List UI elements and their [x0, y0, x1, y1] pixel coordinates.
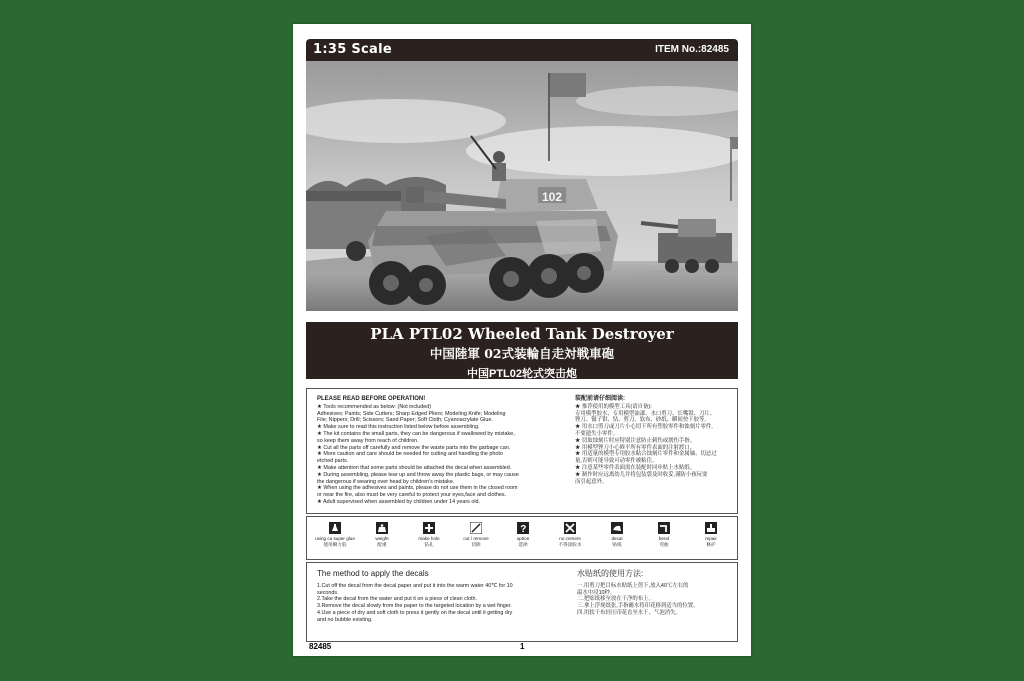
decal-method-english [317, 571, 557, 624]
warning-line: 锉刀、镊子钳、钻、剪刀、软布、砂纸、瞬间快干胶等。 [575, 417, 710, 424]
legend-super-glue: using ca super glue 使用瞬力胶 [313, 522, 357, 547]
warnings-chinese [575, 396, 735, 485]
page-number: 1 [520, 642, 525, 651]
warning-line: ★ 制作时应远离幼儿并将包装袋及时收妥,谨防小孩玩耍 [575, 471, 708, 478]
title-chinese: 中国PTL02轮式突击炮 [466, 368, 577, 380]
box-art-photo [306, 61, 738, 311]
decal-method-chinese [577, 571, 727, 617]
svg-text:?: ? [520, 524, 527, 534]
decal-en-heading: The method to apply the decals [317, 569, 429, 578]
legend-option: ? option 选择 [516, 524, 530, 547]
super-glue-icon [329, 522, 341, 534]
cut-remove-icon [470, 522, 482, 534]
warning-line: or near the fire, also must be very careful to protect your eyes,face and clothes. [317, 492, 507, 499]
warning-line: ★ Make sure to read this instruction listed below before assembling. [317, 424, 480, 431]
warning-line: 专用模型胶水、专用模型油漆、水口剪刀、长嘴钳、刀片、 [575, 410, 716, 417]
warning-line: ★ Cut all the parts off carefully and remove the waste parts into the garbage can. [317, 444, 511, 451]
warning-line: ★ 用水口剪刀或刀片小心切下所有塑胶零件和蚀刻片零件, [575, 424, 713, 431]
decal-step: 三.拿上浮现纸张,手指蘸水将印花移到适当的位置。 [577, 603, 699, 610]
title-banner [306, 322, 738, 379]
warning-line: ★ 切取蚀刻片时应特别注意防止刺伤或割伤手指。 [575, 437, 696, 444]
decal-step: seconds. [317, 589, 339, 596]
instruction-sheet [293, 24, 751, 656]
warning-line: 不要遗失小零件。 [575, 430, 619, 437]
decal-step: 一.用剪刀把目标水贴纸上剪下,放入40℃左右的 [577, 582, 689, 589]
decal-cn-heading: 水贴纸的使用方法: [577, 569, 644, 578]
legend-no-cement: no cement 不得涂胶水 [548, 522, 592, 547]
decal-method-panel [306, 562, 738, 642]
title-japanese: 中国陸軍 02式装輪自走対戦車砲 [429, 346, 615, 361]
legend-make-hole: make hole 钻孔 [407, 522, 451, 547]
warning-line: ★ 用适量的模型专用胶水粘合蚀刻片零件和金属轴、切忌过 [575, 451, 717, 458]
legend-bend: bend 弯曲 [642, 522, 686, 547]
warning-line: ★ 注意某些零件表面需在装配时同步贴上水贴纸。 [575, 464, 696, 471]
warning-line: so keep them away from reach of children. [317, 437, 419, 444]
decal-step: 2.Take the decal from the water and put it on a piece of clean cloth. [317, 596, 478, 603]
warning-line: File; Nippers; Drill; Scissors; Sand Paper; Soft Cloth; Cyanoacrylate Glue. [317, 417, 493, 424]
warning-line: ★ The kit contains the small parts, they can be dangerous if swallowed by mistake, [317, 430, 515, 437]
warning-line: 量,否则可能导致可动零件被粘住。 [575, 458, 658, 465]
decal-step: and no bubble existing. [317, 616, 373, 623]
decal-step: 温水中浸10秒。 [577, 589, 616, 596]
warning-panel [306, 388, 738, 514]
warning-line: ★ More caution and care should be needed for cutting and handling the photo [317, 451, 503, 458]
warnings-english [317, 396, 522, 506]
make-hole-icon [423, 522, 435, 534]
warning-line: ★ When using the adhesives and paints, please do not use them in the closed room [317, 485, 518, 492]
warning-line: Adhesives; Paints; Side Cutters; Sharp Edged Pliers; Modeling Knife; Modeling [317, 410, 506, 417]
symbol-legend [306, 516, 738, 560]
header-bar [306, 39, 738, 61]
bend-icon [658, 522, 670, 534]
footer-item-code: 82485 [309, 642, 332, 651]
warning-line: ★ Tools recommended as below: (Not included) [317, 403, 432, 410]
decal-step: 4.Use a piece of dry and soft cloth to press it gently on the decal until it getting dry [317, 609, 513, 616]
warning-line: ★ 推荐使用的模型工具(请自备): [575, 403, 652, 410]
decal-step: 二.把贴纸移至放在干净的布上。 [577, 596, 654, 603]
vehicle-number: 102 [542, 190, 563, 204]
legend-weight: weight 配重 [360, 522, 404, 547]
warning-line: 而引起意外。 [575, 478, 608, 485]
legend-cut-remove: cut / remove 切除 [454, 522, 498, 547]
title-english: PLA PTL02 Wheeled Tank Destroyer [370, 325, 674, 343]
decal-step: 3.Remove the decal slowly from the paper to the targeted location by a wet finger. [317, 603, 512, 610]
warning-line: ★ During assembling, please tear up and throw away the plastic bags, or may cause [317, 471, 519, 478]
repair-icon [705, 522, 717, 534]
warning-line: etched parts. [317, 458, 349, 465]
warning-line: ★ Adult supervised when assembled by children under 14 years old. [317, 498, 481, 505]
weight-icon [376, 522, 388, 534]
warnings-en-heading: PLEASE READ BEFORE OPERATION! [317, 396, 426, 402]
warnings-cn-heading: 装配前请仔细阅读: [575, 396, 625, 402]
no-cement-icon [564, 522, 576, 534]
scale-label: 1:35 Scale [313, 42, 392, 57]
warning-line: the dangerous if wearing over head by children's mistake. [317, 478, 455, 485]
warning-line: ★ Make attention that some parts should be attached the decal when assembled. [317, 464, 512, 471]
option-icon [517, 522, 529, 534]
legend-repair: repair 修护 [689, 522, 733, 547]
decal-step: 四.用软干布轻压印花直至水干、气泡消失。 [577, 609, 681, 616]
item-number: ITEM No.:82485 [655, 44, 729, 55]
decal-step: 1.Cut off the decal from the decal paper and put it into the warm water 40℃ for 10 [317, 582, 513, 589]
legend-decal: decal 贴纸 [595, 522, 639, 547]
warning-line: ★ 用模型锉刀小心修平所有零件表面的注射渡口。 [575, 444, 696, 451]
decal-icon [611, 522, 623, 534]
